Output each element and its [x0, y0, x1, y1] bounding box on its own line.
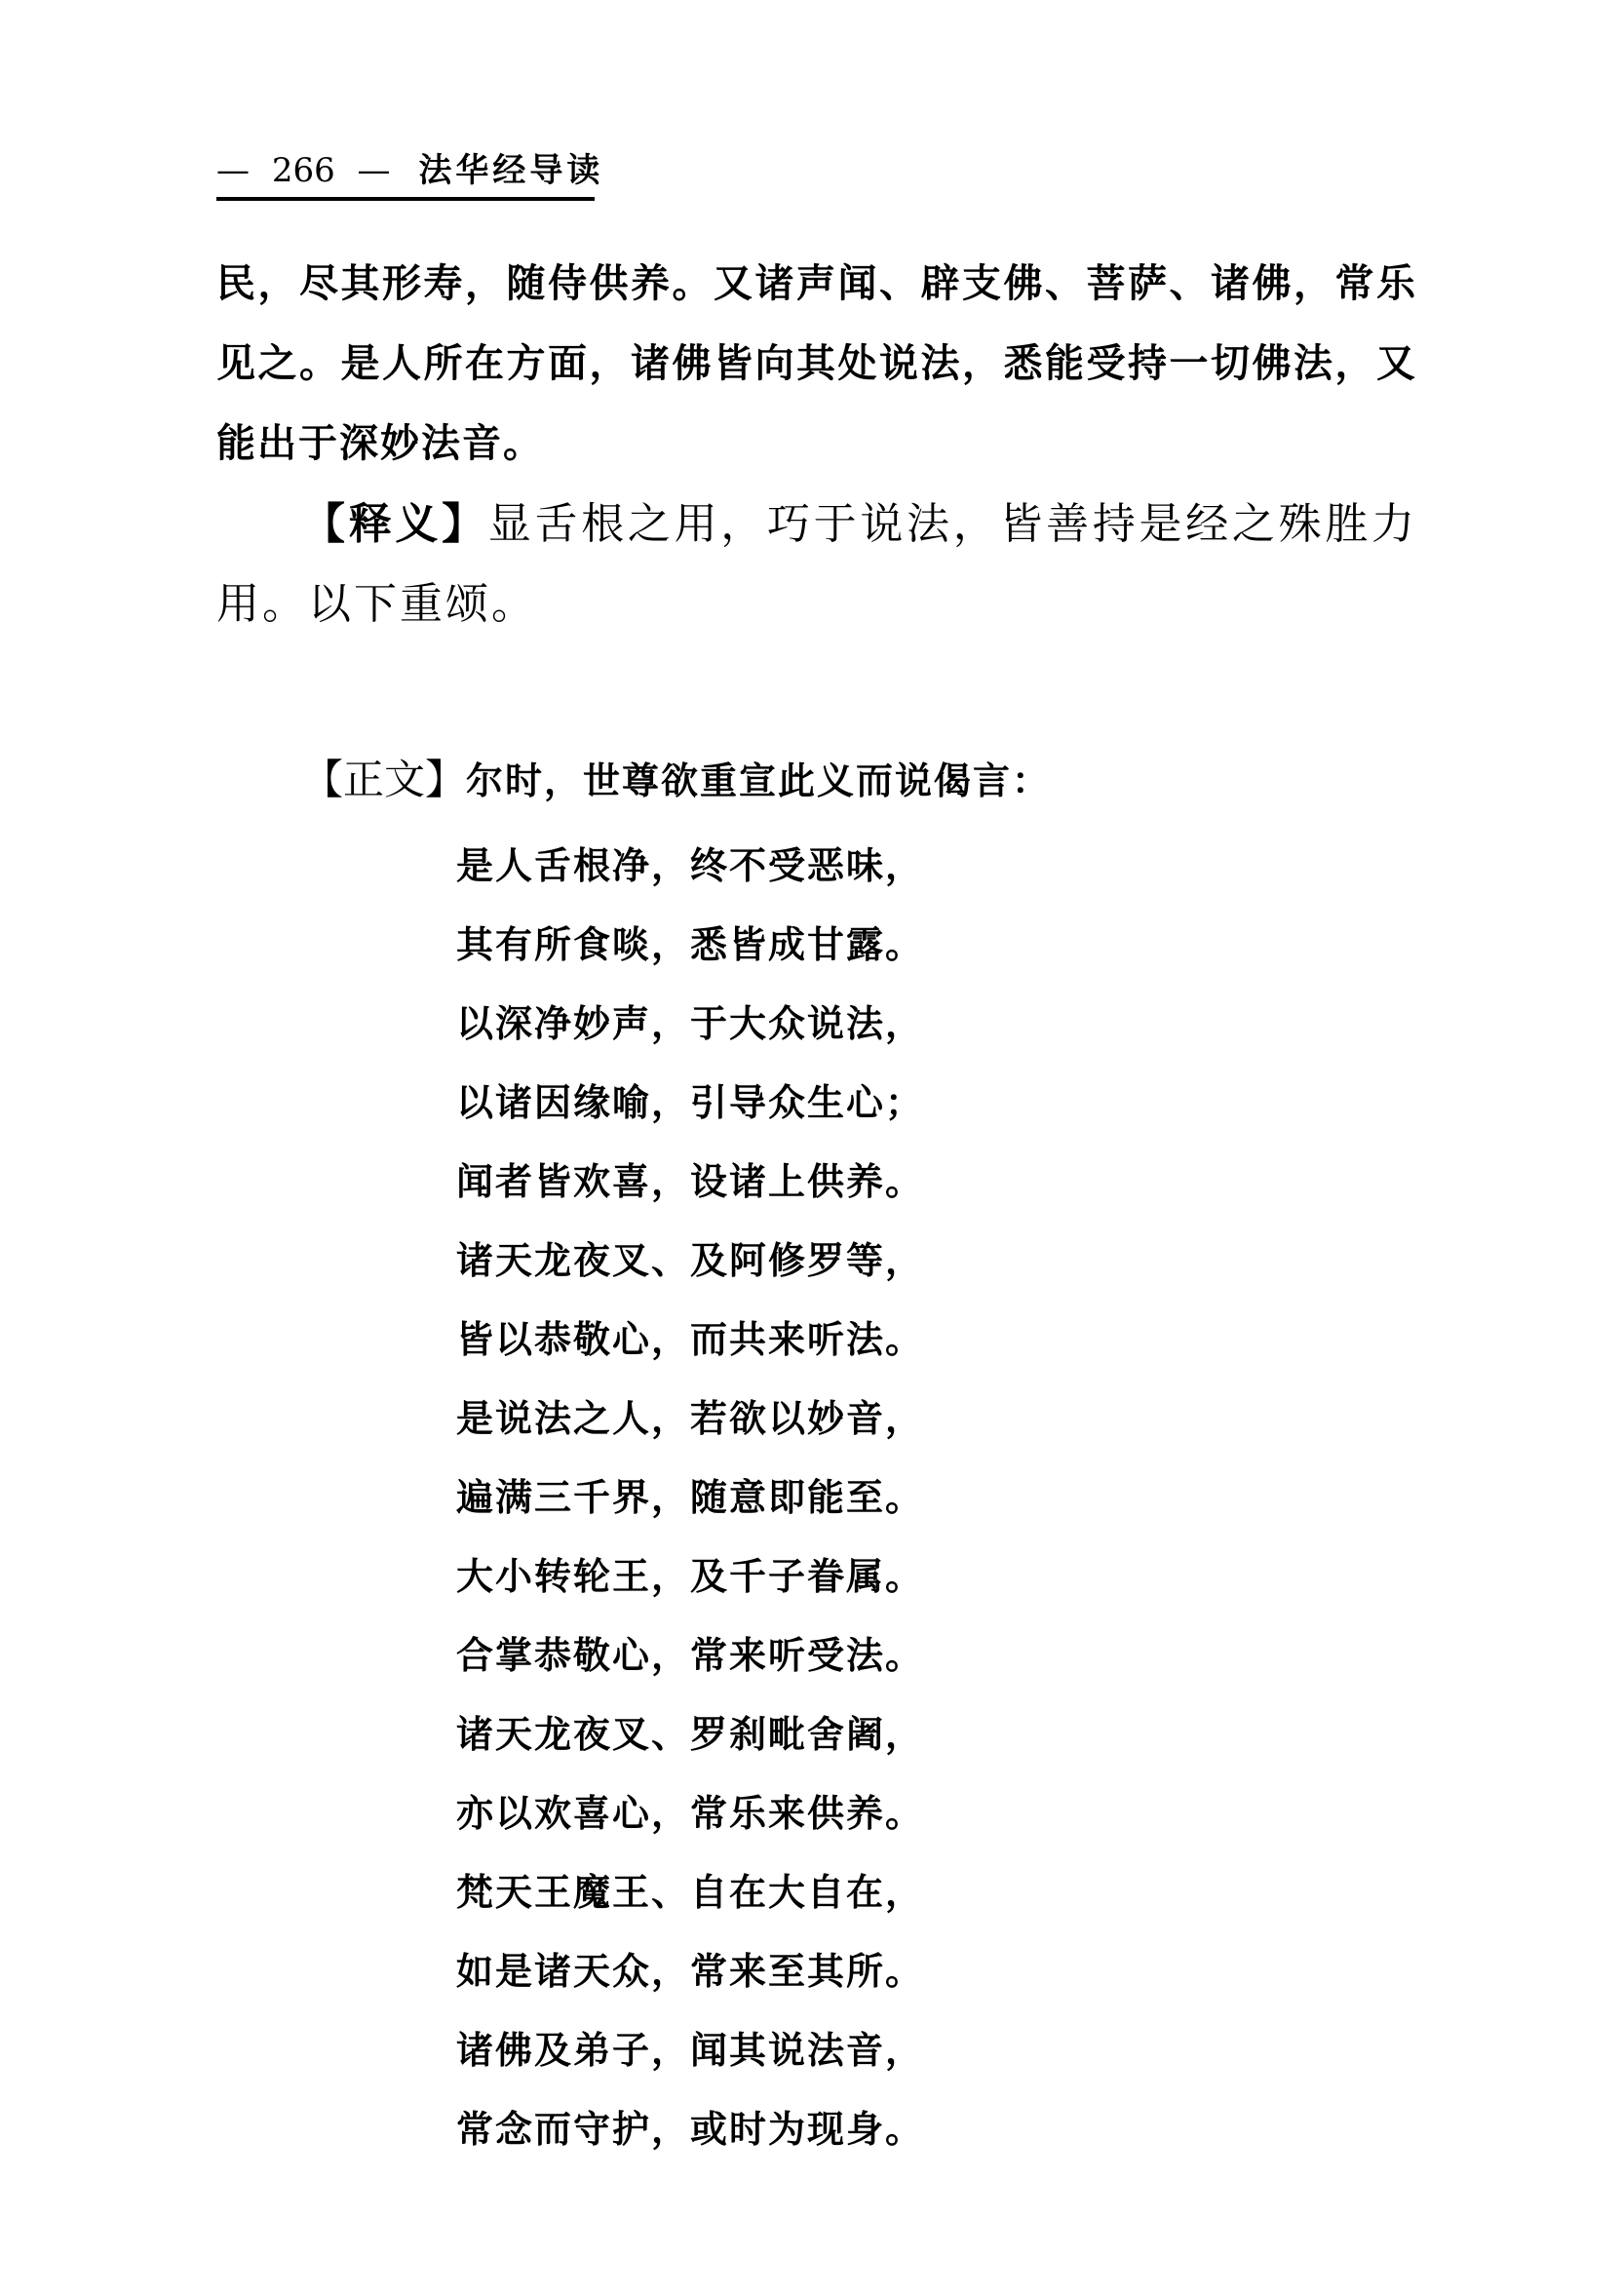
- header-dash-right: —: [357, 151, 391, 190]
- verse-line: 亦以欢喜心，常乐来供养。: [456, 1792, 925, 1835]
- main-text-intro: [302, 751, 1051, 811]
- book-title: 法华经导读: [418, 151, 604, 190]
- gloss-paragraph: [216, 485, 1417, 644]
- page-number: 266: [271, 151, 335, 190]
- verse-line: 以诸因缘喻，引导众生心；: [456, 1081, 925, 1124]
- header-rule: [216, 197, 595, 201]
- main-text-label: 【正文】: [302, 756, 467, 803]
- verse-line: 其有所食啖，悉皆成甘露。: [456, 923, 925, 966]
- gloss-text: 显舌根之用，巧于说法，皆善持是经之殊胜力用。以下重颂。: [216, 499, 1418, 629]
- gloss-label: 【释义】: [302, 499, 488, 549]
- verse-line: 诸天龙夜叉、及阿修罗等，: [456, 1239, 925, 1282]
- verse-line: 诸天龙夜叉、罗刹毗舍阇，: [456, 1713, 925, 1756]
- verse-line: 梵天王魔王、自在大自在，: [456, 1871, 925, 1914]
- verse-line: 是人舌根净，终不受恶味，: [456, 844, 925, 887]
- verse-list: [456, 827, 924, 2169]
- verse-line: 大小转轮王，及千子眷属。: [456, 1555, 925, 1598]
- verse-line: 如是诸天众，常来至其所。: [456, 1950, 925, 1993]
- verse-line: 遍满三千界，随意即能至。: [456, 1476, 925, 1519]
- verse-line: 皆以恭敬心，而共来听法。: [456, 1318, 925, 1361]
- verse-line: 闻者皆欢喜，设诸上供养。: [456, 1160, 925, 1203]
- verse-line: 以深净妙声，于大众说法，: [456, 1002, 925, 1045]
- header-dash-left: —: [216, 151, 250, 190]
- main-text-line: 尔时，世尊欲重宣此义而说偈言：: [466, 759, 1052, 802]
- verse-line: 诸佛及弟子，闻其说法音，: [456, 2029, 925, 2072]
- verse-line: 常念而守护，或时为现身。: [456, 2108, 925, 2151]
- verse-line: 合掌恭敬心，常来听受法。: [456, 1634, 925, 1677]
- running-header: [216, 146, 603, 195]
- sutra-paragraph: 民，尽其形寿，随侍供养。又诸声闻、辟支佛、菩萨、诸佛，常乐见之。是人所在方面，诸佛皆向其处说法，悉能受持一切佛法，又能出于深妙法音。: [216, 261, 1417, 466]
- verse-line: 是说法之人，若欲以妙音，: [456, 1397, 925, 1440]
